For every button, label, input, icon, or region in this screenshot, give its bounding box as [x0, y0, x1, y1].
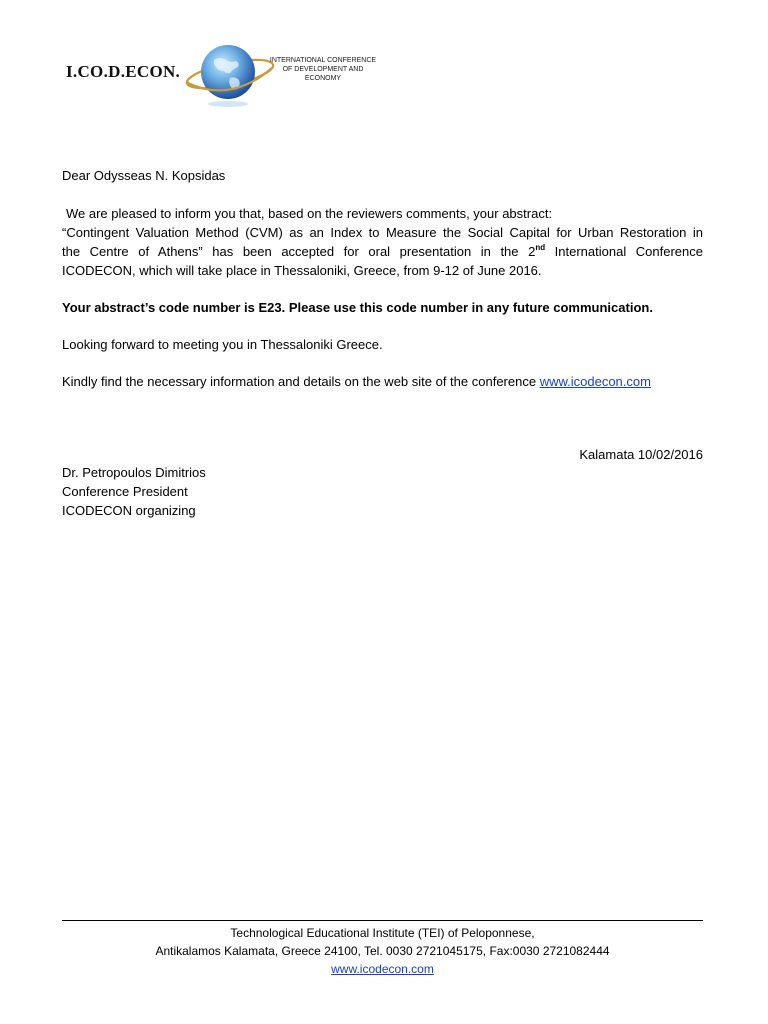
- abstract-title-line: “Contingent Valuation Method (CVM) as an Index to Measure the Social Capital for Urban Restoration in: [62, 225, 703, 240]
- logo-subtitle-line: INTERNATIONAL CONFERENCE: [269, 57, 377, 64]
- website-link[interactable]: www.icodecon.com: [539, 374, 651, 389]
- footer-divider: [62, 920, 703, 921]
- ordinal-suffix: nd: [535, 243, 546, 252]
- conference-text: International Conference: [545, 244, 703, 259]
- signatory-org: ICODECON organizing: [62, 503, 196, 518]
- letter-date: Kalamata 10/02/2016: [579, 447, 703, 462]
- footer-link-row: [62, 960, 703, 978]
- footer: [62, 924, 703, 978]
- website-text: Kindly find the necessary information and details on the web site of the conference: [62, 374, 540, 389]
- logo-wordmark: I.CO.D.ECON.: [66, 62, 181, 81]
- acceptance-paragraph: [62, 204, 703, 280]
- website-paragraph: [62, 372, 703, 391]
- signature-block: [62, 463, 206, 520]
- footer-institute: Technological Educational Institute (TEI) of Peloponnese,: [230, 926, 535, 940]
- logo-subtitle-line: OF DEVELOPMENT AND: [282, 66, 364, 73]
- venue-line: ICODECON, which will take place in Thessaloniki, Greece, from 9-12 of June 2016.: [62, 263, 542, 278]
- body-line: We are pleased to inform you that, based on the reviewers comments, your abstract:: [66, 206, 553, 221]
- closing-line: Looking forward to meeting you in Thessaloniki Greece.: [62, 337, 383, 352]
- salutation: Dear Odysseas N. Kopsidas: [62, 168, 226, 183]
- globe-icon: [180, 38, 276, 110]
- footer-website-link[interactable]: www.icodecon.com: [331, 962, 434, 976]
- footer-contact: Antikalamos Kalamata, Greece 24100, Tel. 0030 2721045175, Fax:0030 2721082444: [155, 944, 610, 958]
- acceptance-line: [62, 242, 703, 261]
- signatory-title: Conference President: [62, 484, 188, 499]
- conference-logo: [62, 38, 382, 110]
- logo-subtitle: [263, 56, 383, 83]
- abstract-code-notice: Your abstract’s code number is E23. Please use this code number in any future communication.: [62, 300, 653, 315]
- signatory-name: Dr. Petropoulos Dimitrios: [62, 465, 206, 480]
- logo-subtitle-line: ECONOMY: [304, 75, 342, 82]
- acceptance-text: the Centre of Athens” has been accepted for oral presentation in the 2: [62, 244, 536, 259]
